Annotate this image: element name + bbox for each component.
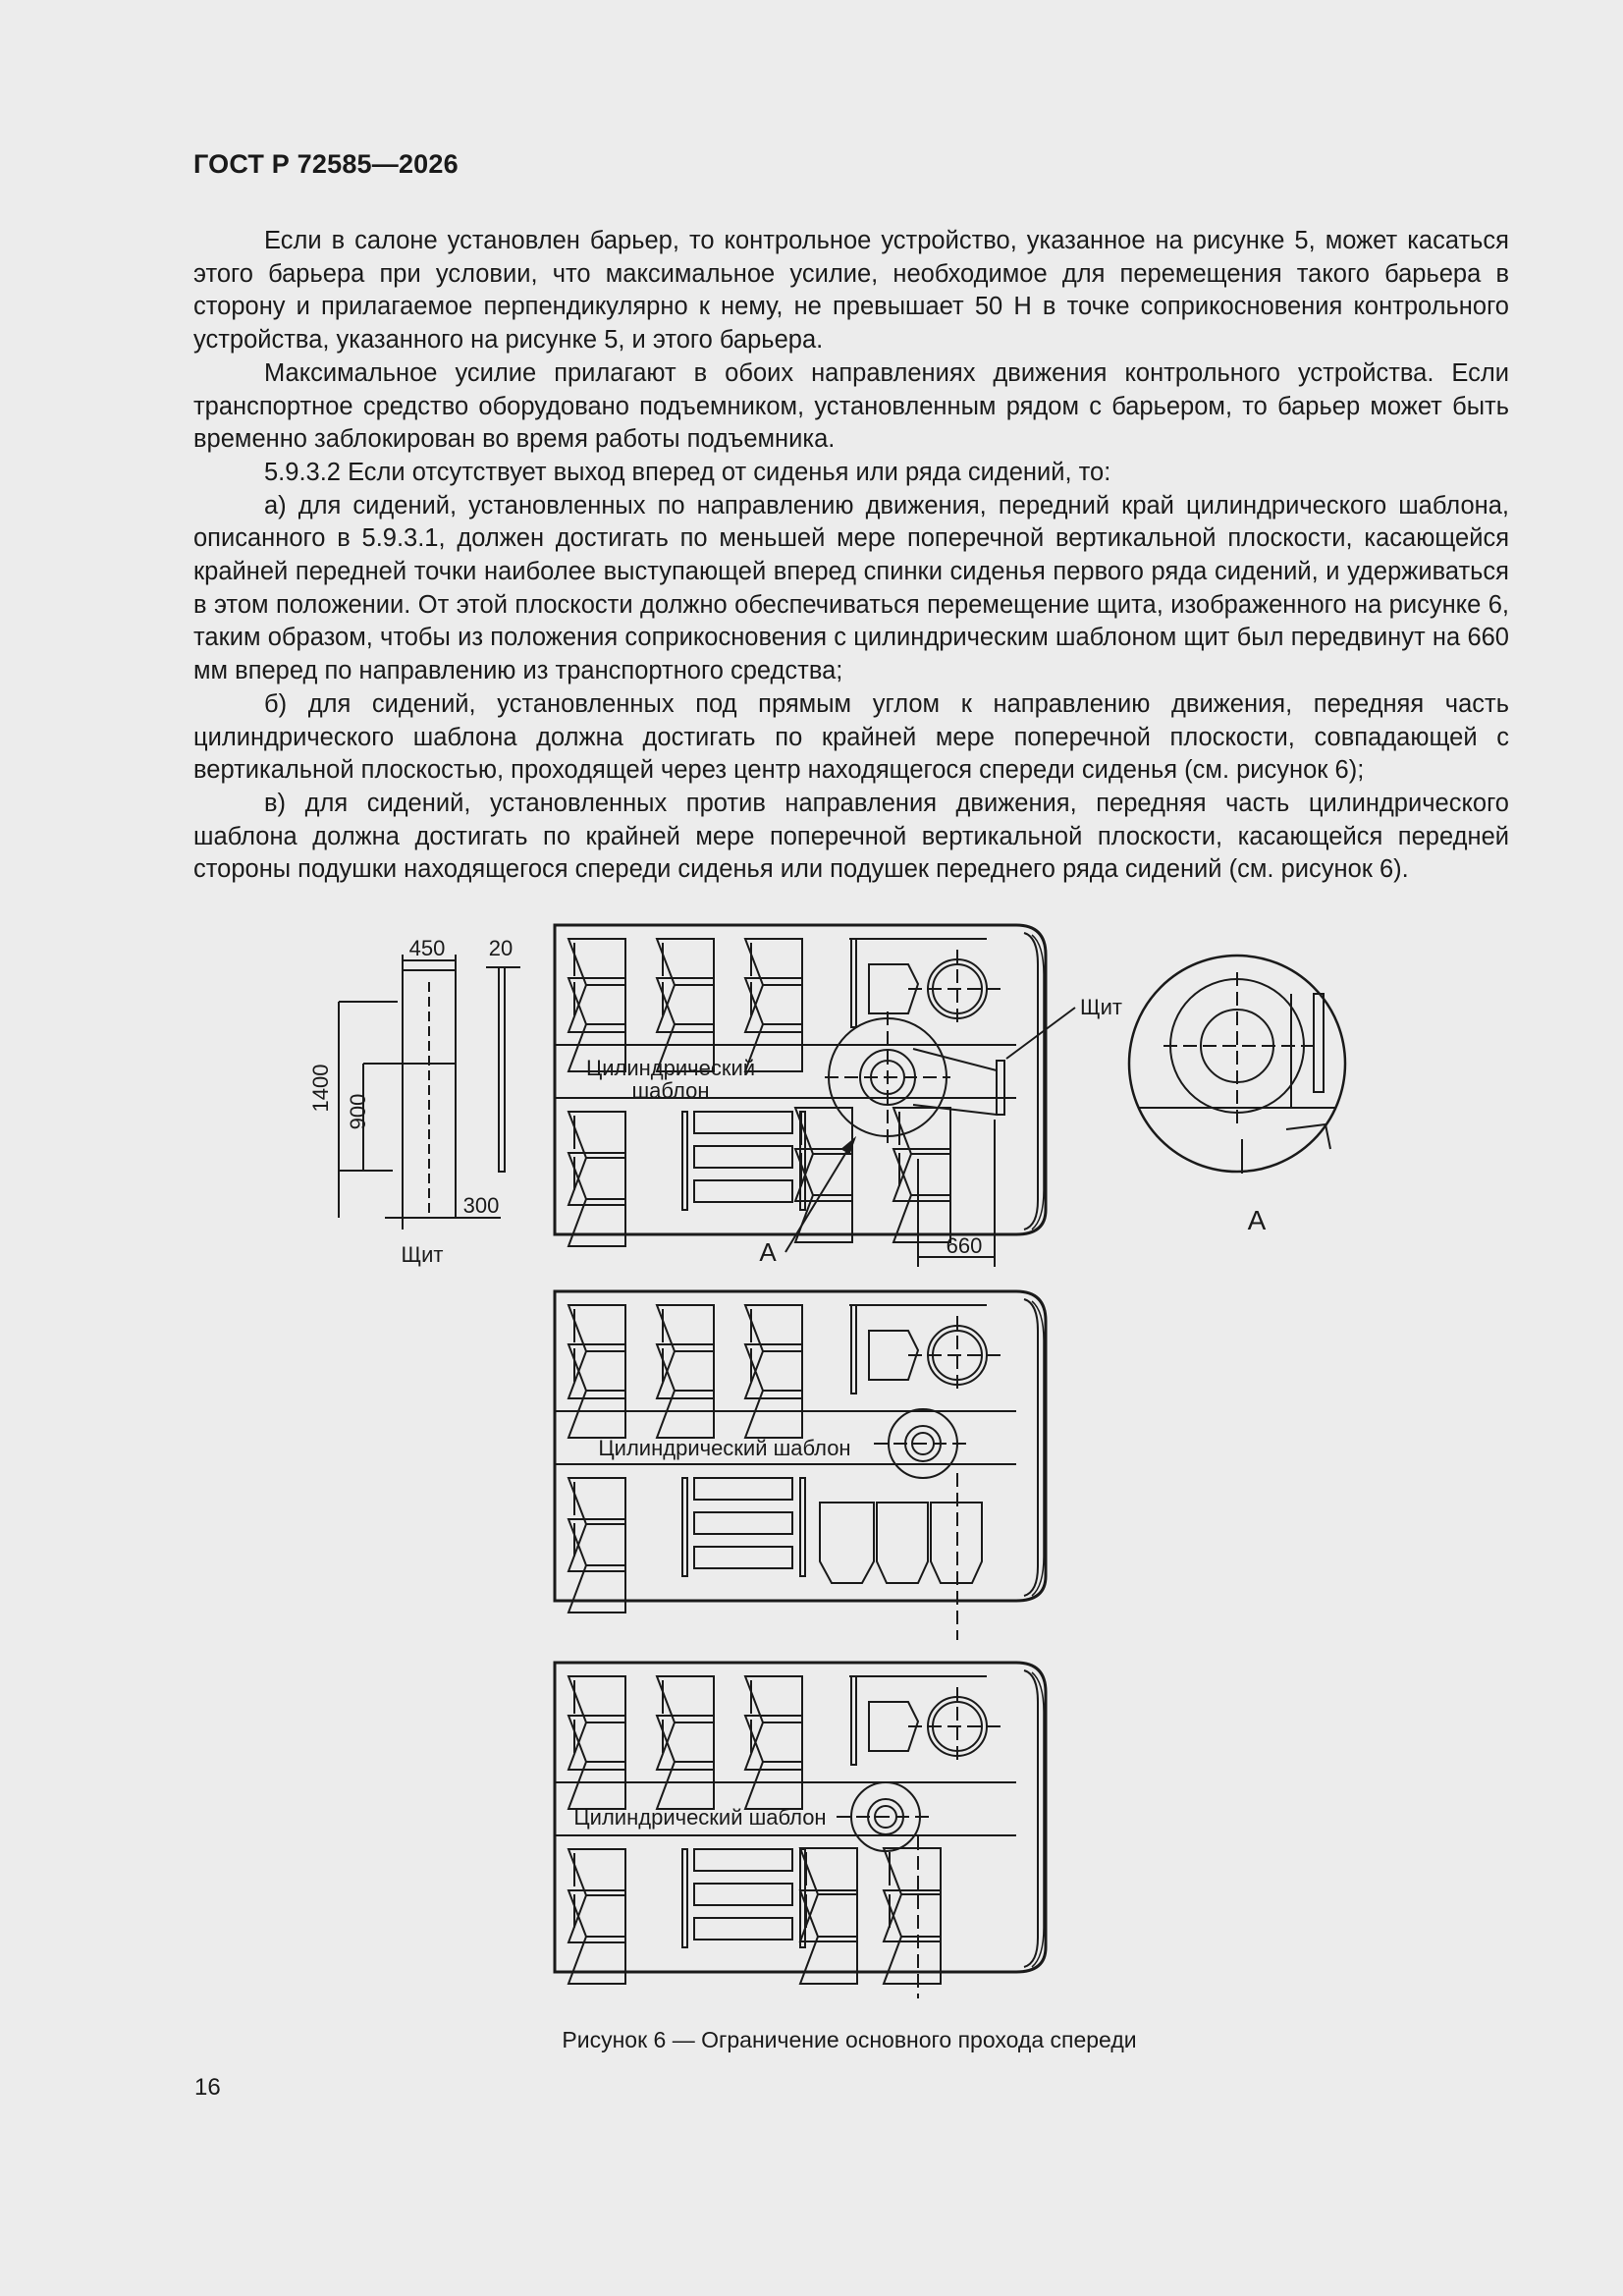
figure-drawing <box>295 918 1394 1998</box>
view-marker-a: А <box>759 1237 777 1267</box>
shield-callout-label: Щит <box>1080 995 1122 1019</box>
paragraph: Максимальное усилие прилагают в обоих направлениях движения контрольного устройства. Если транспортное средство оборудовано подъемником, установленным рядом с барьером, то барьер может быть временно заблокирован во время работы подъемника. <box>193 358 1509 454</box>
template-label-mid: Цилиндрический шаблон <box>598 1436 851 1460</box>
dim-660: 660 <box>946 1233 983 1258</box>
template-label-bottom: Цилиндрический шаблон <box>573 1805 827 1830</box>
dim-20: 20 <box>488 936 514 960</box>
shield-label: Щит <box>401 1242 444 1267</box>
dim-300: 300 <box>462 1193 500 1218</box>
paragraph: б) для сидений, установленных под прямым углом к направлению движения, передняя часть цилиндрического шаблона должна достигать по крайней мере поперечной плоскости, совпадающей с вертикальной плоскостью, проходящей через центр находящегося спереди сиденья (см. рисунок 6); <box>193 689 1509 785</box>
paragraph: в) для сидений, установленных против направления движения, передняя часть цилиндрического шаблона должна достигать по крайней мере поперечной вертикальной плоскости, касающейся передней стороны подушки находящегося спереди сиденья или подушек переднего ряда сидений (см. рисунок 6). <box>193 789 1509 884</box>
page-number: 16 <box>194 2074 221 2101</box>
paragraph: Если в салоне установлен барьер, то контрольное устройство, указанное на рисунке 5, может касаться этого барьера при условии, что максимальное усилие, необходимое для перемещения такого барьера в сторону и прилагаемое перпендикулярно к нему, не превышает 50 Н в точке соприкосновения контрольного устройства, указанного на рисунке 5, и этого барьера. <box>193 227 1509 355</box>
paragraph: а) для сидений, установленных по направлению движения, передний край цилиндрического шаблона, описанного в 5.9.3.1, должен достигать по меньшей мере поперечной вертикальной плоскости, касающейся крайней передней точки наиболее выступающей вперед спинки сиденья первого ряда сидений, и удерживаться в этом положении. От этой плоскости должно обеспечиваться перемещение щита, изображенного на рисунке 6, таким образом, чтобы из положения соприкосновения с цилиндрическим шаблоном щит был передвинут на 660 мм вперед по направлению из транспортного средства; <box>193 491 1509 685</box>
template-label-top-line2: шаблон <box>631 1078 710 1103</box>
paragraph: 5.9.3.2 Если отсутствует выход вперед от сиденья или ряда сидений, то: <box>264 458 1111 486</box>
figure-caption: Рисунок 6 — Ограничение основного прохода спереди <box>562 2027 1137 2052</box>
template-label-top: Цилиндрический <box>585 1056 756 1080</box>
dim-450: 450 <box>408 936 446 960</box>
body-text <box>193 225 1509 887</box>
figure-6 <box>295 918 1394 1998</box>
dim-1400: 1400 <box>308 1064 333 1113</box>
detail-marker-a: А <box>1247 1205 1267 1235</box>
document-header: ГОСТ Р 72585—2026 <box>193 149 459 179</box>
dim-900: 900 <box>346 1093 370 1130</box>
